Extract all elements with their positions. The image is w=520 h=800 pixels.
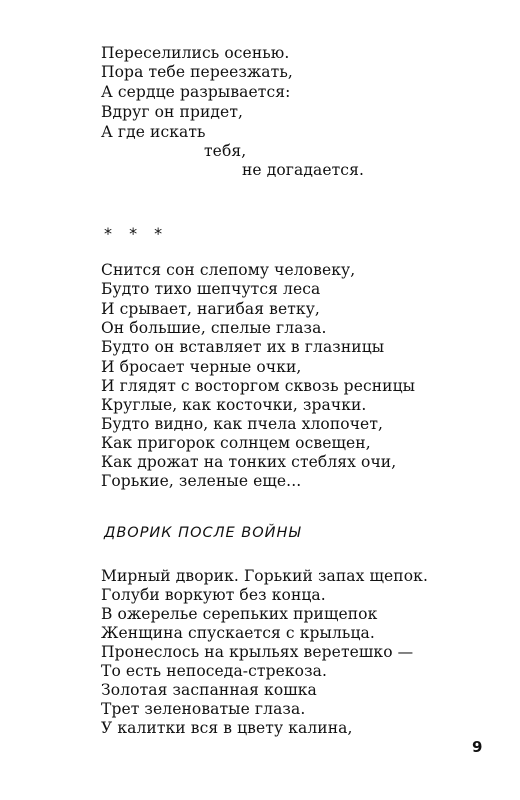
poem-1-line: А сердце разрывается: <box>101 83 291 101</box>
poem-2-line: Круглые, как косточки, зрачки. <box>101 396 367 414</box>
poem-3-line: В ожерелье серепьких прищепок <box>101 605 378 623</box>
section-separator: * * * <box>104 224 169 243</box>
poem-3-line: Пронеслось на крыльях веретешко — <box>101 643 414 661</box>
poem-2-line: И срывает, нагибая ветку, <box>101 300 320 318</box>
poem-3-line: То есть непоседа-стрекоза. <box>101 662 328 680</box>
poem-3-line: Мирный дворик. Горький запах щепок. <box>101 567 428 585</box>
poem-1-line: Вдруг он придет, <box>101 103 244 121</box>
poem-2-line: Будто видно, как пчела хлопочет, <box>101 415 384 433</box>
poem-2-line: Будто тихо шепчутся леса <box>101 280 321 298</box>
poem-1-line: не догадается. <box>242 161 364 179</box>
poem-2-line: Горькие, зеленые еще... <box>101 472 302 490</box>
poem-3-line: Голуби воркуют без конца. <box>101 586 326 604</box>
poem-1-line: Переселились осенью. <box>101 44 290 62</box>
poem-2-line: Будто он вставляет их в глазницы <box>101 338 385 356</box>
poem-1-line: тебя, <box>204 142 247 160</box>
page-number: 9 <box>472 738 483 756</box>
poem-3-title: ДВОРИК ПОСЛЕ ВОЙНЫ <box>104 525 302 541</box>
poem-2-line: И бросает черные очки, <box>101 358 302 376</box>
poem-3-line: Золотая заспанная кошка <box>101 681 317 699</box>
poem-2-line: Он большие, спелые глаза. <box>101 319 327 337</box>
poem-2-line: Снится сон слепому человеку, <box>101 261 356 279</box>
poem-2-line: И глядят с восторгом сквозь ресницы <box>101 377 416 395</box>
poem-1-line: Пора тебе переезжать, <box>101 63 293 81</box>
poem-3-line: Трет зеленоватые глаза. <box>101 700 306 718</box>
poem-1-line: А где искать <box>101 123 206 141</box>
poem-2-line: Как дрожат на тонких стеблях очи, <box>101 453 397 471</box>
poem-2-line: Как пригорок солнцем освещен, <box>101 434 371 452</box>
poem-3-line: У калитки вся в цвету калина, <box>101 719 353 737</box>
poem-3-line: Женщина спускается с крыльца. <box>101 624 375 642</box>
